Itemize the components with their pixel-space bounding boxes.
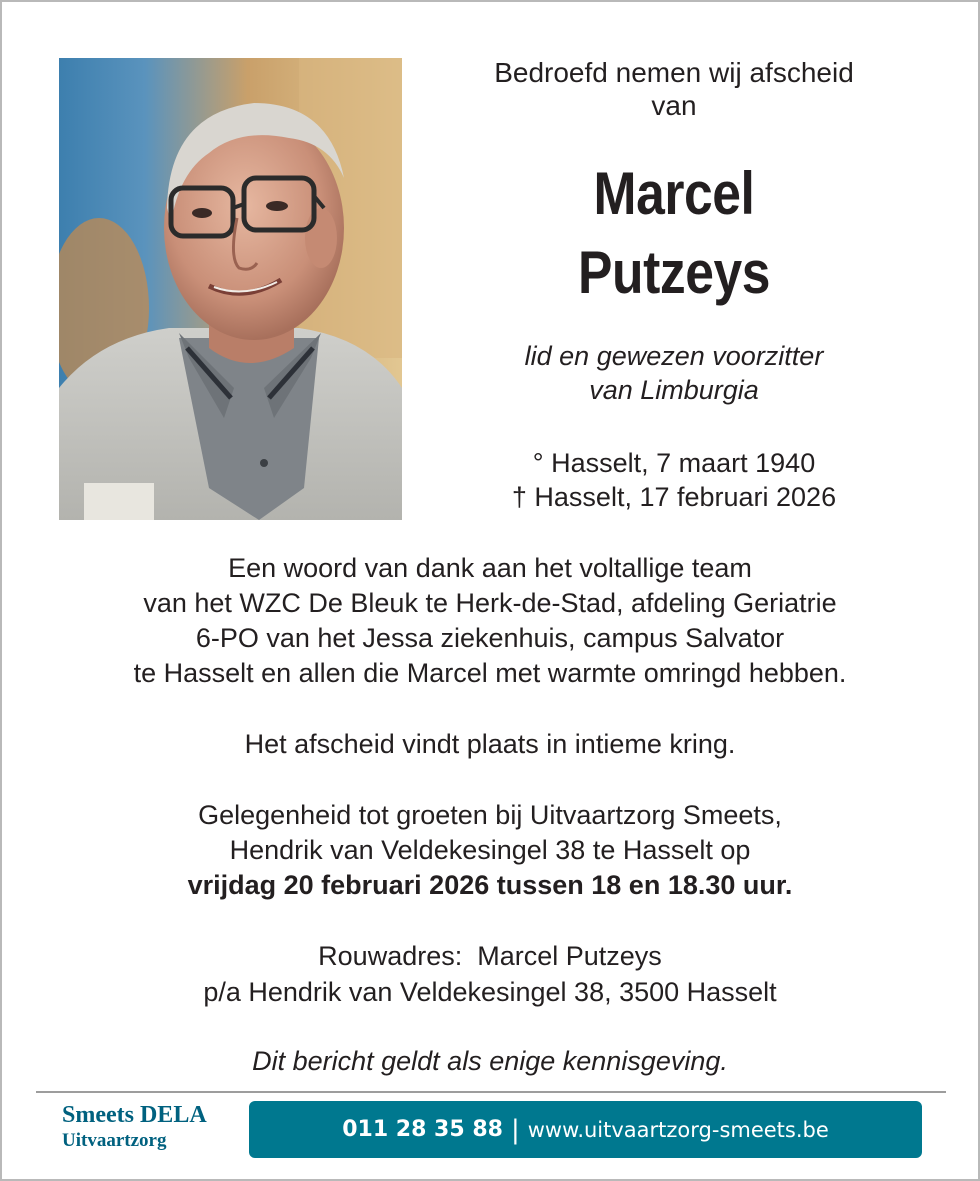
- intro-line-2: van: [651, 90, 697, 121]
- thanks-line: te Hasselt en allen die Marcel met warmte omringd hebben.: [133, 658, 847, 688]
- deceased-name: [476, 154, 872, 312]
- last-name: Putzeys: [577, 239, 770, 306]
- address-line-2: p/a Hendrik van Veldekesingel 38, 3500 Hasselt: [203, 977, 777, 1007]
- life-dates: [444, 446, 904, 514]
- role-line-2: van Limburgia: [589, 375, 759, 405]
- mourning-address: [2, 938, 978, 1010]
- visitation-line-1: Gelegenheid tot groeten bij Uitvaartzorg Smeets,: [198, 800, 782, 830]
- first-name: Marcel: [593, 160, 755, 227]
- visitation-time: vrijdag 20 februari 2026 tussen 18 en 18.30 uur.: [187, 870, 793, 900]
- role-line-1: lid en gewezen voorzitter: [524, 341, 824, 371]
- address-line-1: Rouwadres: Marcel Putzeys: [318, 941, 662, 971]
- thanks-line: van het WZC De Bleuk te Herk-de-Stad, afdeling Geriatrie: [143, 588, 837, 618]
- logo-main: Smeets DELA: [62, 1102, 207, 1128]
- thanks-paragraph: [2, 551, 978, 691]
- role-text: [444, 339, 904, 407]
- thanks-line: Een woord van dank aan het voltallige team: [228, 553, 752, 583]
- portrait-photo: [59, 58, 402, 520]
- funeral-home-logo: [62, 1101, 207, 1153]
- visitation-paragraph: [2, 798, 978, 903]
- logo-sub: Uitvaartzorg: [62, 1130, 167, 1151]
- visitation-line-2: Hendrik van Veldekesingel 38 te Hasselt op: [229, 835, 751, 865]
- intro-line-1: Bedroefd nemen wij afscheid: [494, 57, 854, 88]
- contact-separator: |: [510, 1114, 520, 1145]
- notice-text: Dit bericht geldt als enige kennisgeving.: [252, 1046, 728, 1076]
- farewell-text: Het afscheid vindt plaats in intieme kring.: [244, 729, 736, 759]
- thanks-line: 6-PO van het Jessa ziekenhuis, campus Salvator: [195, 623, 785, 653]
- intro-text: [444, 56, 904, 122]
- footer-divider: [36, 1091, 946, 1093]
- death-date: † Hasselt, 17 februari 2026: [511, 482, 837, 512]
- phone-number[interactable]: 011 28 35 88: [342, 1117, 503, 1142]
- contact-bar: [249, 1101, 922, 1158]
- website-link[interactable]: www.uitvaartzorg-smeets.be: [527, 1117, 829, 1142]
- birth-date: ° Hasselt, 7 maart 1940: [532, 448, 816, 478]
